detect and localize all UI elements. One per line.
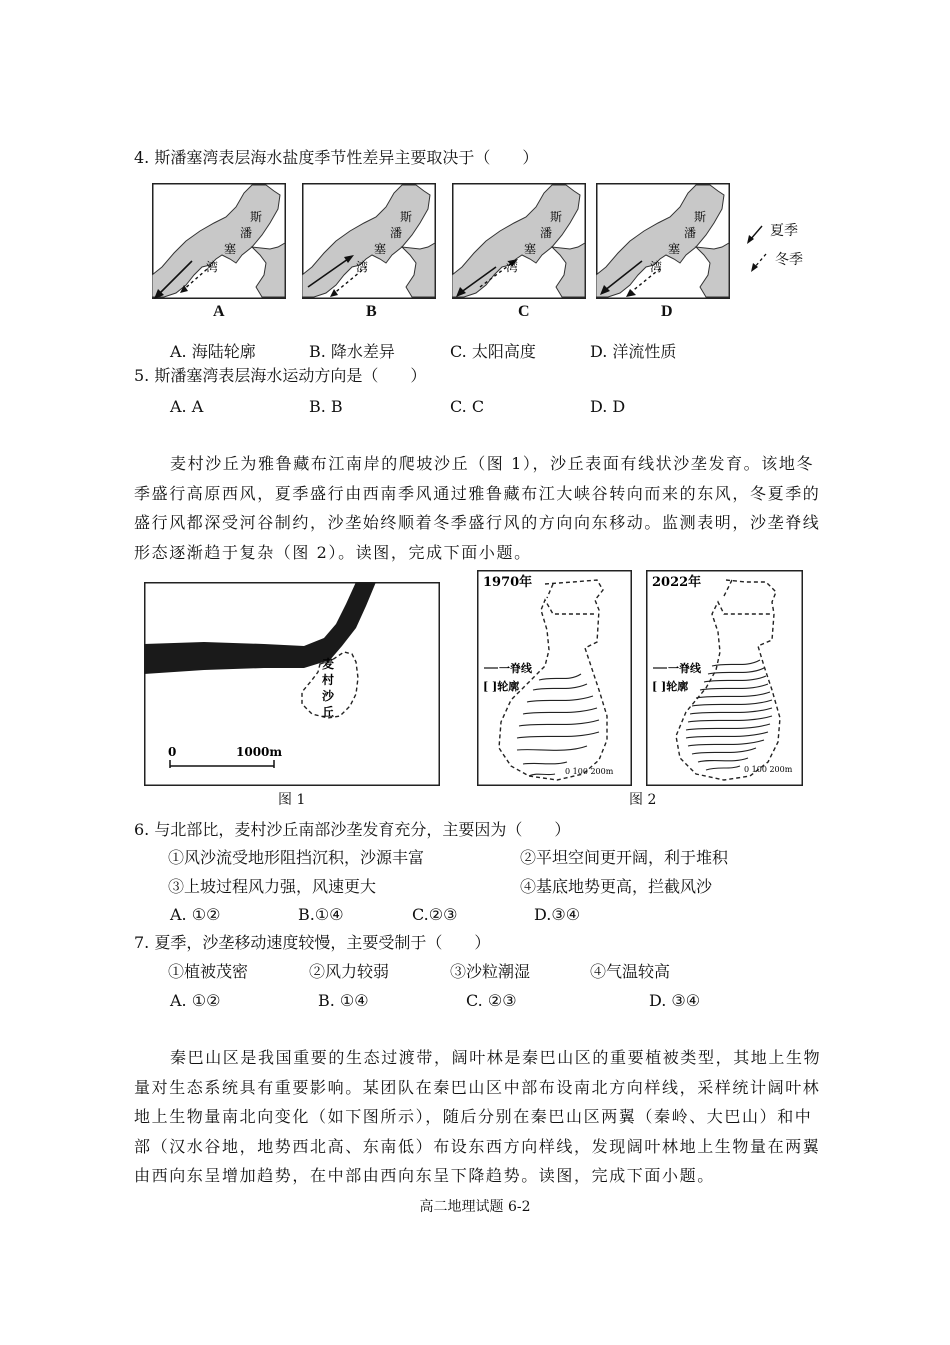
q5-option-b[interactable]: B. B bbox=[309, 397, 343, 416]
q7-item-1: ①植被茂密 bbox=[168, 962, 249, 981]
passage-2: 秦巴山区是我国重要的生态过渡带，阔叶林是秦巴山区的重要植被类型，其地上生物量对生态系统具有重要影响。某团队在秦巴山区中部布设南北方向样线，采样统计阔叶林地上生物量南北向变化（如下图所示），随后分别在秦巴山区两翼（秦岭、大巴山）和中部（汉水谷地，地势西北高、东南低）布设东西方向样线，发现阔叶林地上生物量在两翼由西向东呈增加趋势，在中部由西向东呈下降趋势。读图，完成下面小题。 bbox=[134, 1048, 822, 1185]
svg-text:斯: 斯 bbox=[400, 210, 413, 224]
fig2-legend-ridge-2022: 一脊线 bbox=[668, 662, 701, 675]
fig2-legend-ridge-1970: 一脊线 bbox=[499, 662, 532, 675]
svg-text:斯: 斯 bbox=[550, 210, 563, 224]
svg-text:潘: 潘 bbox=[390, 226, 403, 240]
q7-item-3: ③沙粒潮湿 bbox=[450, 962, 531, 981]
fig2-year-2022: 2022年 bbox=[652, 575, 702, 590]
q4-map-label-d: D bbox=[661, 303, 673, 320]
svg-text:塞: 塞 bbox=[224, 242, 237, 256]
legend-winter-label: 冬季 bbox=[775, 252, 803, 268]
svg-text:塞: 塞 bbox=[524, 242, 537, 256]
q7-option-a[interactable]: A. ①② bbox=[170, 991, 221, 1010]
q5-option-a[interactable]: A. A bbox=[170, 397, 204, 416]
q4-map-label-c: C bbox=[518, 303, 530, 320]
fig1-caption: 图 1 bbox=[278, 792, 306, 808]
q6-option-a[interactable]: A. ①② bbox=[170, 905, 221, 924]
q7-item-4: ④气温较高 bbox=[590, 962, 671, 981]
fig2-legend-outline-2022: [ ]轮廓 bbox=[652, 680, 689, 693]
q7-item-2: ②风力较弱 bbox=[309, 962, 390, 981]
q5-option-c[interactable]: C. C bbox=[450, 397, 485, 416]
svg-text:斯: 斯 bbox=[694, 210, 707, 224]
svg-text:湾: 湾 bbox=[356, 260, 369, 274]
svg-text:潘: 潘 bbox=[540, 226, 553, 240]
q4-option-c[interactable]: C. 太阳高度 bbox=[450, 342, 536, 361]
q4-option-a[interactable]: A. 海陆轮廓 bbox=[170, 342, 256, 361]
svg-text:湾: 湾 bbox=[206, 260, 219, 274]
fig2-scale-1970: 0 100 200m bbox=[565, 767, 614, 776]
q6-item-2: ②平坦空间更开阔，利于堆积 bbox=[520, 848, 729, 867]
fig2-legend-outline-1970: [ ]轮廓 bbox=[483, 680, 520, 693]
q4-map-label-a: A bbox=[213, 303, 225, 320]
q4-stem: 4. 斯潘塞湾表层海水盐度季节性差异主要取决于（ ） bbox=[134, 148, 539, 167]
svg-text:村: 村 bbox=[322, 673, 335, 687]
q4-map-label-b: B bbox=[366, 303, 377, 320]
fig2-year-1970: 1970年 bbox=[483, 575, 533, 590]
q6-item-3: ③上坡过程风力强，风速更大 bbox=[168, 877, 377, 896]
svg-text:潘: 潘 bbox=[240, 226, 253, 240]
svg-text:湾: 湾 bbox=[650, 260, 663, 274]
q5-stem: 5. 斯潘塞湾表层海水运动方向是（ ） bbox=[134, 366, 427, 385]
fig2-scale-2022: 0 100 200m bbox=[744, 765, 793, 774]
q7-option-d[interactable]: D. ③④ bbox=[649, 991, 701, 1010]
q7-stem: 7. 夏季，沙垄移动速度较慢，主要受制于（ ） bbox=[134, 933, 491, 952]
q6-option-d[interactable]: D.③④ bbox=[534, 905, 581, 924]
q6-stem: 6. 与北部比，麦村沙丘南部沙垄发育充分，主要因为（ ） bbox=[134, 820, 571, 839]
svg-text:潘: 潘 bbox=[684, 226, 697, 240]
q6-option-b[interactable]: B.①④ bbox=[298, 905, 344, 924]
svg-text:塞: 塞 bbox=[668, 242, 681, 256]
passage-1: 麦村沙丘为雅鲁藏布江南岸的爬坡沙丘（图 1），沙丘表面有线状沙垄发育。该地冬季盛行高原西风，夏季盛行由西南季风通过雅鲁藏布江大峡谷转向而来的东风，冬夏季的盛行风都深受河谷制约，沙垄始终顺着冬季盛行风的方向向东移动。监测表明，沙垄脊线形态逐渐趋于复杂（图 2）。读图，完成下面小题。 bbox=[134, 454, 821, 562]
fig2-caption: 图 2 bbox=[629, 792, 657, 808]
q6-item-1: ①风沙流受地形阻挡沉积，沙源丰富 bbox=[168, 848, 425, 867]
q6-item-4: ④基底地势更高，拦截风沙 bbox=[520, 877, 713, 896]
q4-option-b[interactable]: B. 降水差异 bbox=[309, 342, 395, 361]
svg-text:麦: 麦 bbox=[322, 657, 335, 671]
svg-text:塞: 塞 bbox=[374, 242, 387, 256]
svg-text:沙: 沙 bbox=[322, 689, 335, 703]
svg-text:湾: 湾 bbox=[506, 260, 519, 274]
q6-option-c[interactable]: C.②③ bbox=[412, 905, 458, 924]
q4-option-d[interactable]: D. 洋流性质 bbox=[590, 342, 677, 361]
fig1-scale-zero: 0 bbox=[168, 745, 177, 759]
page-footer: 高二地理试题 6-2 bbox=[419, 1199, 531, 1215]
q7-option-b[interactable]: B. ①④ bbox=[318, 991, 369, 1010]
q5-option-d[interactable]: D. D bbox=[590, 397, 626, 416]
q7-option-c[interactable]: C. ②③ bbox=[466, 991, 517, 1010]
fig1-scale-value: 1000m bbox=[236, 745, 283, 759]
svg-text:丘: 丘 bbox=[322, 705, 335, 719]
legend-summer-label: 夏季 bbox=[770, 223, 798, 239]
svg-text:斯: 斯 bbox=[250, 210, 263, 224]
